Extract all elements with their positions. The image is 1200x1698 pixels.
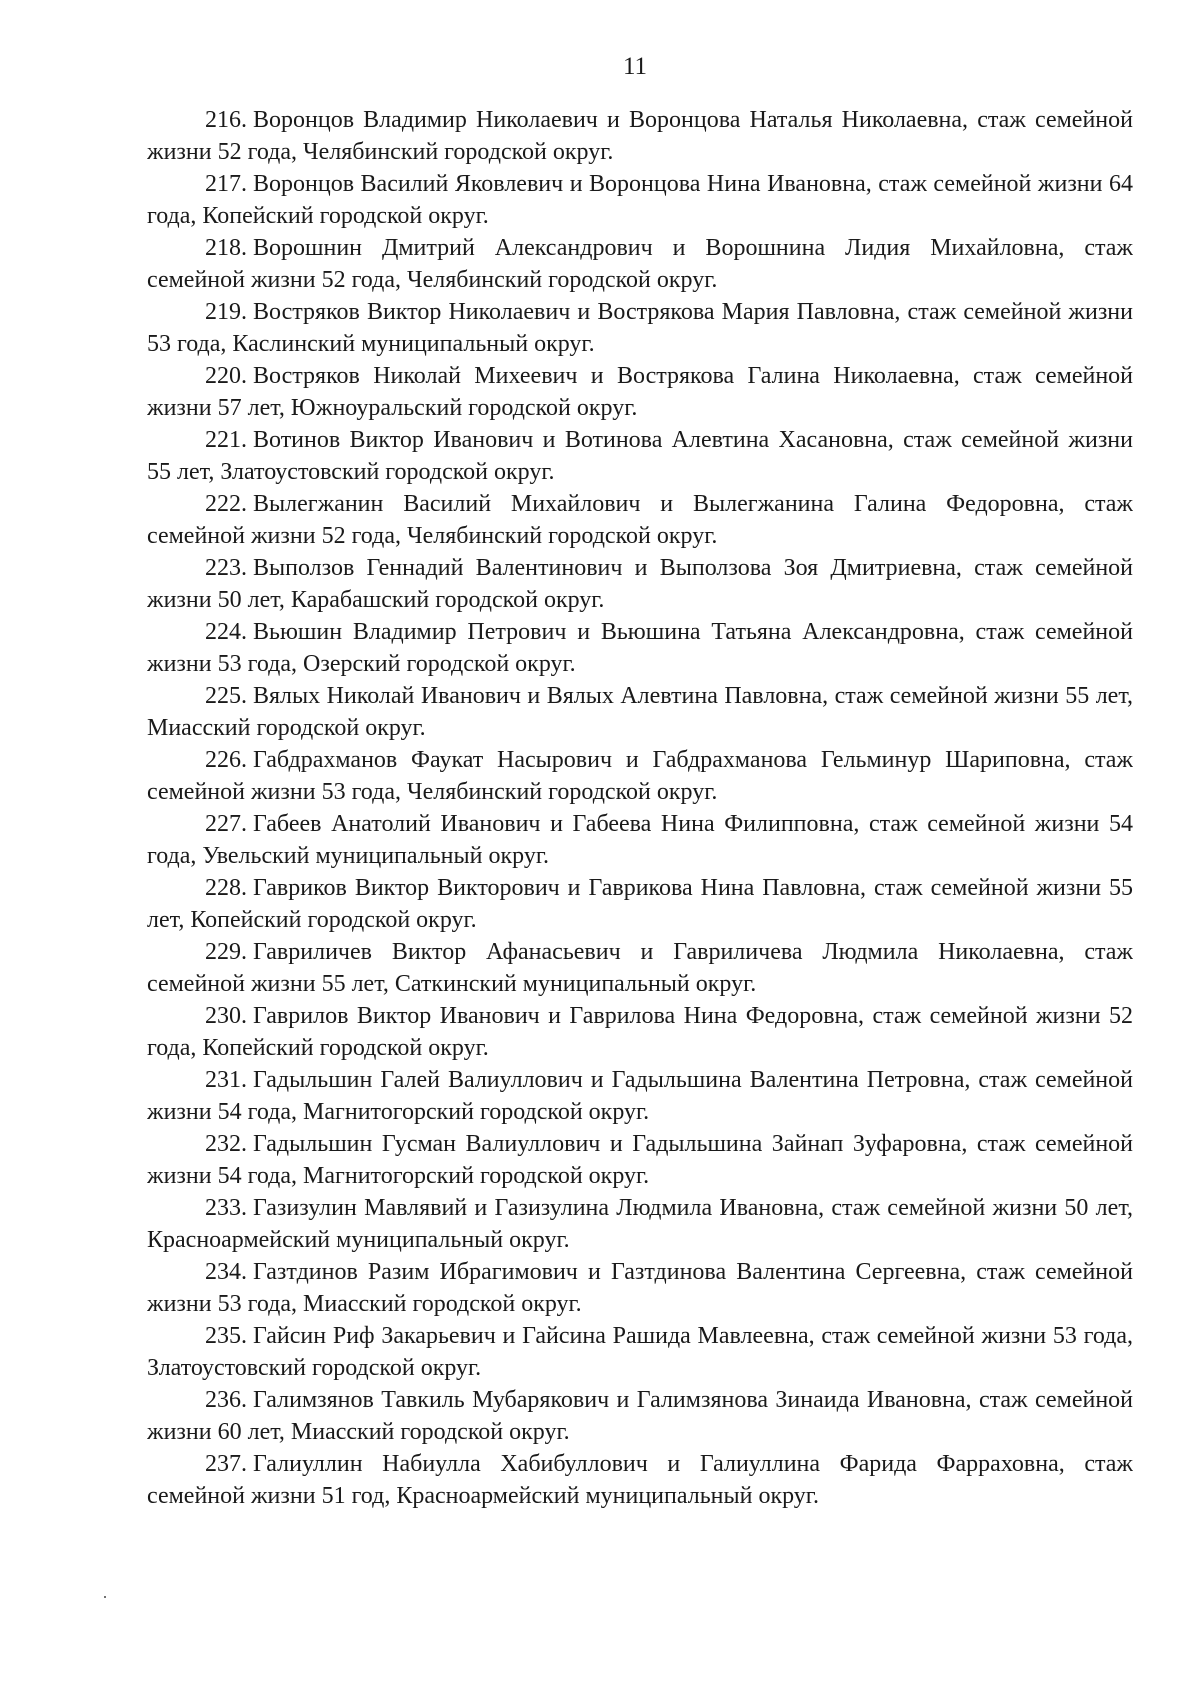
list-item <box>147 1192 1133 1256</box>
list-item <box>147 1064 1133 1128</box>
list-item <box>147 872 1133 936</box>
entry-text: Габеев Анатолий Иванович и Габеева Нина Филипповна, стаж семейной жизни 54 года, Увельский муниципальный округ. <box>147 811 1133 869</box>
entry-number: 225. <box>205 683 247 709</box>
entry-text: Галиуллин Набиулла Хабибуллович и Галиуллина Фарида Фарраховна, стаж семейной жизни 51 год, Красноармейский муниципальный округ. <box>147 1451 1133 1509</box>
entry-number: 232. <box>205 1131 247 1157</box>
list-item <box>147 1000 1133 1064</box>
entry-text: Гадыльшин Гусман Валиуллович и Гадыльшина Зайнап Зуфаровна, стаж семейной жизни 54 года, Магнитогорский городской округ. <box>147 1131 1133 1189</box>
entry-text: Гадыльшин Галей Валиуллович и Гадыльшина Валентина Петровна, стаж семейной жизни 54 года, Магнитогорский городской округ. <box>147 1067 1133 1125</box>
entry-number: 220. <box>205 363 247 389</box>
entry-number: 235. <box>205 1323 247 1349</box>
entry-number: 222. <box>205 491 247 517</box>
entry-number: 224. <box>205 619 247 645</box>
list-item <box>147 1128 1133 1192</box>
entry-text: Воронцов Василий Яковлевич и Воронцова Нина Ивановна, стаж семейной жизни 64 года, Копейский городской округ. <box>147 171 1133 229</box>
entry-text: Вотинов Виктор Иванович и Вотинова Алевтина Хасановна, стаж семейной жизни 55 лет, Златоустовский городской округ. <box>147 427 1133 485</box>
entry-number: 236. <box>205 1387 247 1413</box>
entry-number: 230. <box>205 1003 247 1029</box>
entry-text: Ворошнин Дмитрий Александрович и Ворошнина Лидия Михайловна, стаж семейной жизни 52 года, Челябинский городской округ. <box>147 235 1133 293</box>
list-item <box>147 232 1133 296</box>
list-item <box>147 616 1133 680</box>
entry-text: Вялых Николай Иванович и Вялых Алевтина Павловна, стаж семейной жизни 55 лет, Миасский городской округ. <box>147 683 1133 741</box>
list-item <box>147 1320 1133 1384</box>
entry-number: 233. <box>205 1195 247 1221</box>
entry-text: Газтдинов Разим Ибрагимович и Газтдинова Валентина Сергеевна, стаж семейной жизни 53 года, Миасский городской округ. <box>147 1259 1133 1317</box>
entry-text: Воронцов Владимир Николаевич и Воронцова Наталья Николаевна, стаж семейной жизни 52 года, Челябинский городской округ. <box>147 107 1133 165</box>
scan-speck <box>104 1596 106 1598</box>
entry-number: 226. <box>205 747 247 773</box>
list-item <box>147 936 1133 1000</box>
award-list <box>147 104 1133 1512</box>
entry-text: Габдрахманов Фаукат Насырович и Габдрахманова Гельминур Шариповна, стаж семейной жизни 53 года, Челябинский городской округ. <box>147 747 1133 805</box>
entry-number: 223. <box>205 555 247 581</box>
entry-number: 229. <box>205 939 247 965</box>
entry-number: 227. <box>205 811 247 837</box>
list-item <box>147 360 1133 424</box>
entry-number: 237. <box>205 1451 247 1477</box>
entry-text: Гавриличев Виктор Афанасьевич и Гавриличева Людмила Николаевна, стаж семейной жизни 55 лет, Саткинский муниципальный округ. <box>147 939 1133 997</box>
entry-number: 216. <box>205 107 247 133</box>
entry-text: Востряков Виктор Николаевич и Вострякова Мария Павловна, стаж семейной жизни 53 года, Каслинский муниципальный округ. <box>147 299 1133 357</box>
list-item <box>147 808 1133 872</box>
list-item <box>147 744 1133 808</box>
entry-text: Вылегжанин Василий Михайлович и Вылегжанина Галина Федоровна, стаж семейной жизни 52 года, Челябинский городской округ. <box>147 491 1133 549</box>
entry-text: Востряков Николай Михеевич и Вострякова Галина Николаевна, стаж семейной жизни 57 лет, Южноуральский городской округ. <box>147 363 1133 421</box>
list-item <box>147 104 1133 168</box>
list-item <box>147 488 1133 552</box>
list-item <box>147 1448 1133 1512</box>
list-item <box>147 168 1133 232</box>
list-item <box>147 1256 1133 1320</box>
entry-text: Гайсин Риф Закарьевич и Гайсина Рашида Мавлеевна, стаж семейной жизни 53 года, Златоустовский городской округ. <box>147 1323 1133 1381</box>
entry-text: Вьюшин Владимир Петрович и Вьюшина Татьяна Александровна, стаж семейной жизни 53 года, Озерский городской округ. <box>147 619 1133 677</box>
entry-number: 234. <box>205 1259 247 1285</box>
entry-text: Гавриков Виктор Викторович и Гаврикова Нина Павловна, стаж семейной жизни 55 лет, Копейский городской округ. <box>147 875 1133 933</box>
entry-number: 231. <box>205 1067 247 1093</box>
entry-text: Гаврилов Виктор Иванович и Гаврилова Нина Федоровна, стаж семейной жизни 52 года, Копейский городской округ. <box>147 1003 1133 1061</box>
list-item <box>147 552 1133 616</box>
list-item <box>147 424 1133 488</box>
entry-text: Газизулин Мавлявий и Газизулина Людмила Ивановна, стаж семейной жизни 50 лет, Красноармейский муниципальный округ. <box>147 1195 1133 1253</box>
entry-number: 218. <box>205 235 247 261</box>
entry-number: 217. <box>205 171 247 197</box>
entry-text: Выползов Геннадий Валентинович и Выползова Зоя Дмитриевна, стаж семейной жизни 50 лет, Карабашский городской округ. <box>147 555 1133 613</box>
entry-number: 228. <box>205 875 247 901</box>
entry-number: 221. <box>205 427 247 453</box>
page-number: 11 <box>622 53 648 80</box>
list-item <box>147 1384 1133 1448</box>
list-item <box>147 680 1133 744</box>
entry-text: Галимзянов Тавкиль Мубарякович и Галимзянова Зинаида Ивановна, стаж семейной жизни 60 лет, Миасский городской округ. <box>147 1387 1133 1445</box>
entry-number: 219. <box>205 299 247 325</box>
list-item <box>147 296 1133 360</box>
